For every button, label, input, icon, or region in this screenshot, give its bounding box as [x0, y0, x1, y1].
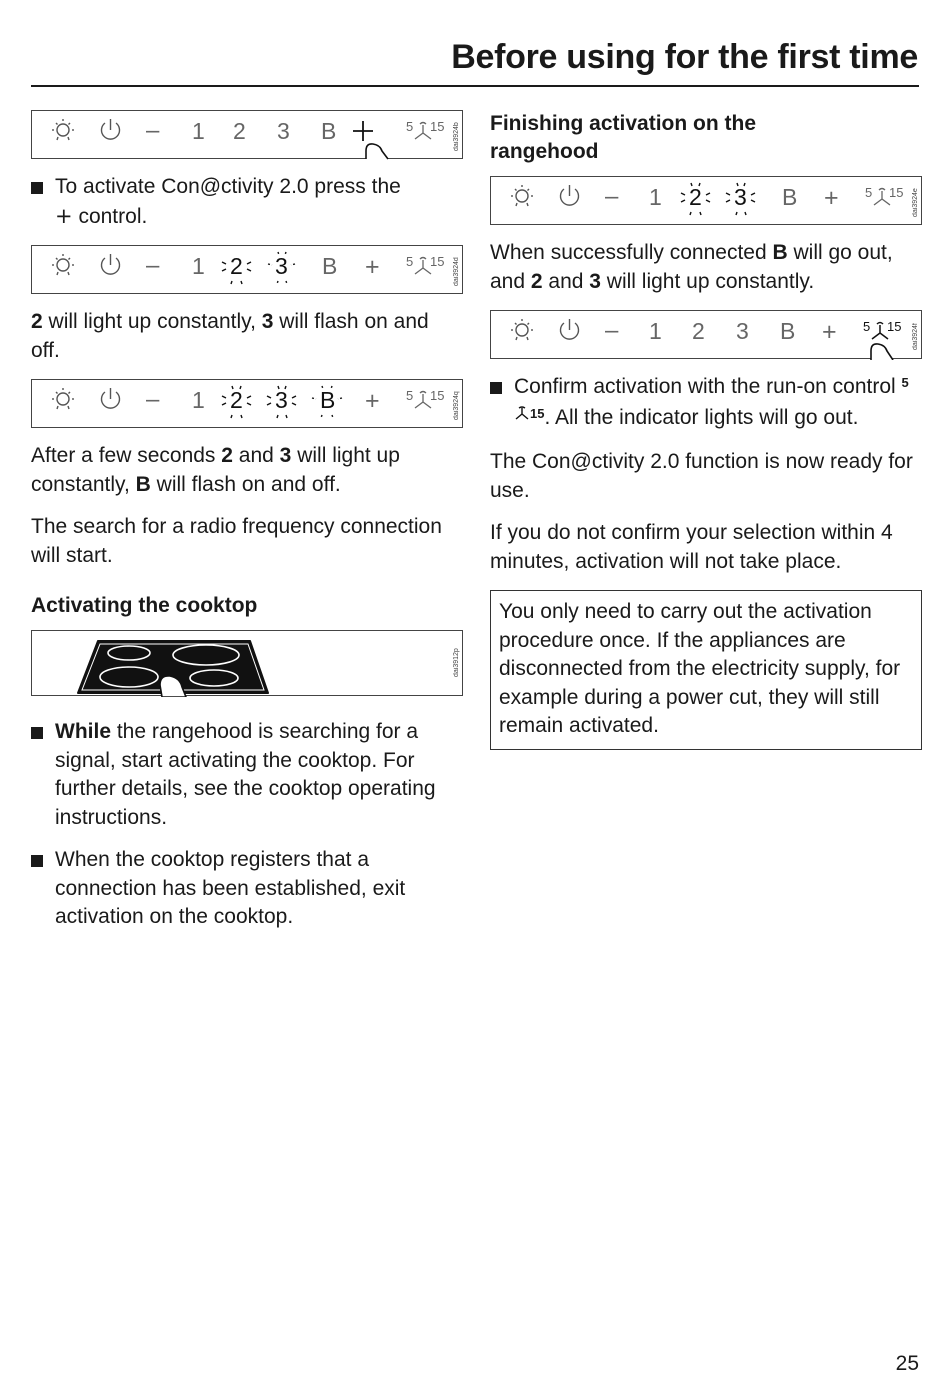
plus-key: + — [365, 387, 380, 415]
bullet-exit-activation: When the cooktop registers that a connection has been established, exit activation on the cooktop. — [31, 846, 463, 932]
header-divider — [31, 85, 919, 87]
panel-code: dai3912p — [453, 648, 460, 678]
key-3: 3 — [275, 253, 288, 279]
left-column — [31, 110, 463, 946]
minus-key: – — [146, 386, 160, 413]
minus-key: – — [605, 183, 619, 210]
control-panel-diagram — [32, 380, 464, 429]
bullet-square-icon — [31, 855, 43, 867]
note-box: You only need to carry out the activation procedure once. If the appliances are disconnected from the electricity supply, for example during a power cut, they will still remain activated. — [490, 590, 922, 750]
power-icon — [561, 319, 579, 339]
heading-finishing-activation: Finishing activation on the rangehood — [490, 112, 757, 163]
fan-low-label: 5 — [863, 319, 871, 334]
fan-icon — [872, 323, 888, 340]
key-1: 1 — [192, 253, 205, 279]
power-icon — [101, 388, 119, 408]
light-icon — [511, 185, 533, 206]
fan-low-label: 5 — [406, 254, 414, 269]
key-3: 3 — [275, 387, 288, 413]
plus-key-icon — [353, 121, 373, 141]
plus-key: + — [824, 184, 839, 212]
power-icon — [561, 185, 579, 205]
fan-icon — [415, 123, 431, 140]
control-panel-diagram — [32, 246, 464, 295]
fan-high-label: 15 — [430, 119, 445, 134]
key-b: B — [320, 387, 336, 413]
key-3: 3 — [734, 184, 747, 210]
plus-key: + — [365, 253, 380, 281]
control-panel-diagram — [491, 177, 923, 226]
key-b: B — [322, 253, 338, 279]
bullet-square-icon — [31, 182, 43, 194]
control-panel-diagram — [491, 311, 923, 360]
page-number: 25 — [895, 1352, 919, 1374]
bullet-while-searching: While the rangehood is searching for a signal, start activating the cooktop. For further details, see the cooktop operating instructions. — [31, 718, 463, 832]
fan-high-label: 15 — [430, 254, 445, 269]
cooktop-diagram — [32, 631, 464, 697]
fan-icon — [874, 189, 890, 206]
key-2: 2 — [233, 118, 246, 144]
key-b: B — [321, 118, 337, 144]
key-2: 2 — [230, 387, 243, 413]
text-search-start: The search for a radio frequency connection will start. — [31, 515, 442, 567]
panel-code: dai3924e — [912, 188, 919, 218]
key-b: B — [780, 318, 796, 344]
panel-code: dai3924q — [453, 391, 460, 421]
bullet-confirm-activation: Confirm activation with the run-on control $^{515}$. All the indicator lights will go out. — [490, 373, 922, 434]
fan-low-label: 5 — [865, 185, 873, 200]
minus-key: – — [146, 252, 160, 279]
control-panel-run-on-pressed — [490, 310, 922, 359]
text-light-up: 2 will light up constantly, 3 will flash on and off. — [31, 310, 429, 362]
panel-code: dai3924f — [912, 323, 919, 351]
bullet-activate: To activate Con@ctivity 2.0 press the + control. — [31, 173, 463, 231]
run-on-control-icon: 515 — [514, 375, 909, 421]
control-panel-3-flashing — [31, 245, 463, 294]
power-icon — [101, 254, 119, 274]
fan-high-label: 15 — [889, 185, 904, 200]
key-2: 2 — [689, 184, 702, 210]
right-column — [490, 110, 922, 750]
control-panel-2-3-lit — [490, 176, 922, 225]
minus-key: – — [146, 117, 160, 144]
fan-high-label: 15 — [887, 319, 902, 334]
fan-high-label: 15 — [430, 388, 445, 403]
key-1: 1 — [192, 118, 205, 144]
text-after-seconds: After a few seconds 2 and 3 will light up constantly, B will flash on and off. — [31, 444, 400, 496]
light-icon — [52, 388, 74, 409]
key-3: 3 — [277, 118, 290, 144]
fan-low-label: 5 — [406, 119, 414, 134]
control-panel-plus-pressed — [31, 110, 463, 159]
minus-key: – — [605, 317, 619, 344]
fan-icon — [415, 392, 431, 409]
light-icon — [511, 319, 533, 340]
panel-code: dai3924b — [453, 122, 460, 152]
plus-symbol-icon: + — [55, 203, 73, 228]
key-1: 1 — [192, 387, 205, 413]
key-1: 1 — [649, 184, 662, 210]
fan-icon — [415, 258, 431, 275]
text-ready-for-use: The Con@ctivity 2.0 function is now ready for use. — [490, 450, 913, 502]
light-icon — [52, 254, 74, 275]
control-panel-diagram — [32, 111, 464, 160]
plus-key: + — [822, 318, 837, 346]
bullet-square-icon — [31, 727, 43, 739]
fan-low-label: 5 — [406, 388, 414, 403]
cooktop-illustration — [31, 630, 463, 696]
text-successfully-connected: When successfully connected B will go out, and 2 and 3 will light up constantly. — [490, 241, 893, 293]
key-2: 2 — [230, 253, 243, 279]
key-2: 2 — [692, 318, 705, 344]
heading-activating-cooktop: Activating the cooktop — [31, 594, 258, 617]
key-1: 1 — [649, 318, 662, 344]
control-panel-b-flashing — [31, 379, 463, 428]
finger-icon — [871, 344, 893, 360]
key-b: B — [782, 184, 798, 210]
text-confirm-timeout: If you do not confirm your selection within 4 minutes, activation will not take place. — [490, 521, 893, 573]
page-title: Before using for the first time — [451, 38, 918, 76]
key-3: 3 — [736, 318, 749, 344]
finger-icon — [366, 144, 388, 159]
panel-code: dai3924d — [453, 257, 460, 287]
bullet-square-icon — [490, 382, 502, 394]
power-icon — [101, 119, 119, 139]
light-icon — [52, 119, 74, 140]
